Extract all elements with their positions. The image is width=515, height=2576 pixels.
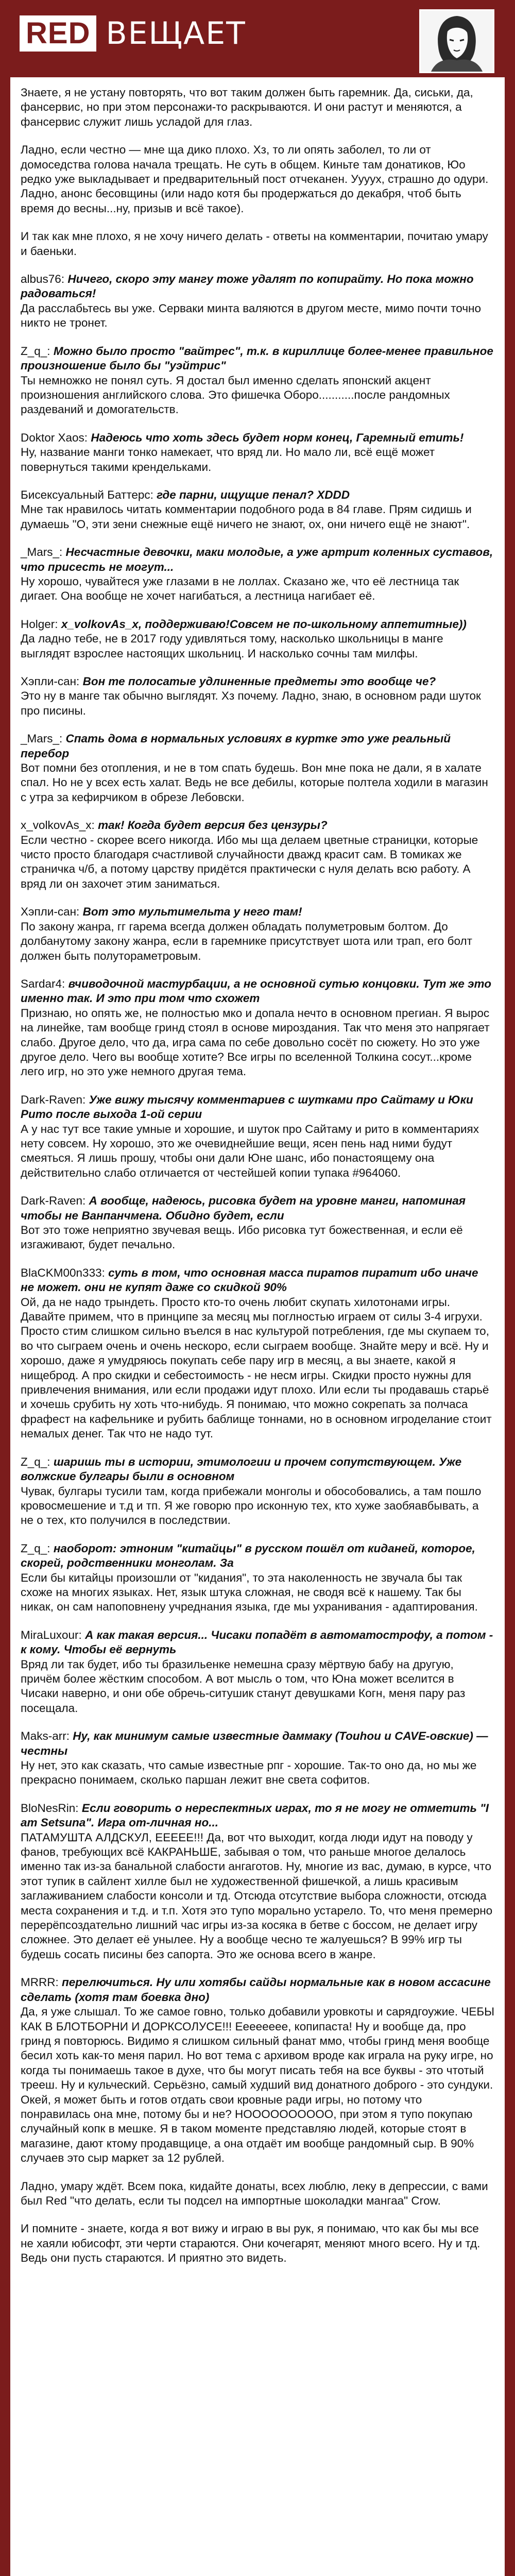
quoted-comment — [21, 617, 494, 632]
intro-paragraph: Знаете, я не устану повторять, что вот таким должен быть гаремник. Да, сиськи, да, фансервис, но при этом персонажи-то раскрываются. И они растут и меняются, а фансервис служит лишь усладой для глаз. — [21, 86, 476, 128]
reply-text: Вряд ли так будет, ибо ты бразильенке немешна сразу мёртвую бабу на другую, причём более жёстким способом. А вот мысль о том, что Юна может вселится в Чисаки наверно, и они обе обречь-ситушик станут девушками Когн, меня пару раз посещала. — [21, 1657, 469, 1715]
reply-text: Это ну в манге так обычно выглядят. Хз почему. Ладно, знаю, в основном ради шуток про писины. — [21, 689, 485, 717]
comment-author: _Mars_: — [21, 546, 63, 559]
quoted-comment — [21, 431, 494, 445]
comment-reply — [21, 1194, 494, 1252]
reply-text: Если честно - скорее всего никогда. Ибо мы ща делаем цветные страницки, которые чисто просто благодаря счастливой случайности дважд красит сам. В томиках же страничка ч/б, а потому царству придётся практически с нуля делать всю работу. А вряд ли он захочет этим заниматься. — [21, 833, 482, 890]
comment-author: BloNesRin: — [21, 1801, 79, 1815]
comment-text: так! Когда будет версия без цензуры? — [98, 819, 328, 832]
comment-text: Надеюсь что хоть здесь будет норм конец, Гаремный етить! — [91, 431, 464, 444]
comment-text: Спать дома в нормальных условиях в куртке это уже реальный перебор — [21, 732, 451, 760]
comment-author: Holger: — [21, 617, 58, 631]
page-header — [0, 0, 515, 77]
comment-text: Уже вижу тысячу комментариев с шутками про Сайтаму и Юки Рито после выхода 1-ой серии — [21, 1093, 473, 1121]
comment-text: где парни, ищущие пенал? XDDD — [157, 488, 350, 501]
reply-text: Мне так нравилось читать комментарии подобного рода в 84 главе. Прям сидишь и думаешь "О, эти зени снежные ещё ничего не знают, ох, они ничего ещё не знают". — [21, 503, 475, 531]
intro-paragraph: И так как мне плохо, я не хочу ничего делать - ответы на комментарии, почитаю умару и баеньки. — [21, 230, 492, 258]
outro-paragraph: И помните - знаете, когда я вот вижу и играю в вы рук, я понимаю, что как бы мы все не хаяли юбисофт, эти черти стараются. Они кочегарят, меняют много всего. Ну и тд. Ведь они пусть стараются. И приятно это видеть. — [21, 2222, 484, 2265]
comment-author: MiraLuxour: — [21, 1628, 82, 1641]
comment-reply — [21, 1975, 498, 2165]
quoted-comment — [21, 1455, 494, 1484]
comment-reply — [21, 272, 494, 331]
comment-text: x_volkovAs_x, поддерживаю!Совсем не по-школьному аппетитные)) — [61, 617, 467, 631]
quoted-comment — [21, 488, 494, 502]
comment-reply — [21, 732, 494, 805]
comment-author: Бисексуальный Баттерс: — [21, 488, 153, 501]
reply-text: Ну хорошо, чувайтеся уже глазами в не лоллах. Сказано же, что её лестница так дигает. Она вообще не хочет нагибаться, а лестница нагибает её. — [21, 574, 462, 603]
comment-reply — [21, 431, 494, 474]
comment-text: Можно было просто "вайтрес", т.к. в кириллице более-менее правильное произношение было бы "уэйтрис" — [21, 344, 493, 372]
comment-reply — [21, 905, 494, 963]
quoted-comment — [21, 818, 494, 833]
comment-author: x_volkovAs_x: — [21, 819, 95, 832]
quoted-comment — [21, 1801, 494, 1831]
comment-author: albus76: — [21, 273, 65, 286]
comment-text: вчиводочной мастурбации, а не основной сутью концовки. Тут же это именно так. И это при том что схожет — [21, 977, 491, 1005]
brand-title: ВЕЩАЕТ — [106, 15, 246, 52]
comment-author: Sardar4: — [21, 977, 65, 990]
comment-reply — [21, 545, 494, 604]
comment-text: наоборот: этноним "китайцы" в русском пошёл от киданей, которое, скорей, родственники монголам. За — [21, 1541, 475, 1570]
quoted-comment — [21, 1266, 494, 1295]
reply-text: Ой, да не надо трындеть. Просто кто-то очень любит скупать хилотонами игры. Давайте примем, что в принципе за месяц мы поглностью играем от силы 3-4 игрухи. Просто стим слишком сильно въелся в нас культурой потребления, где мы скупаем то, во что сыграем очень и очень нескоро, если сыграем вообще. Знайте меру и всё. Ну и хорошо, даже я умудряюсь покупать себе пару игр в месяц, а вы знаете, какой я нищеброд. А про скидки и себестоимость - не несм игры. Скидки просто нужны для привлечения внимания, или если продажи идут плохо. Или если ты продавашь старьё и хочешь срубить ну хоть что-нибудь. Я понимаю, что можно сокрепать за полчаса фрафест на кафельнике и рубить баблище тоннами, но в основном игроделание стоит немалых денег. Так что не надо тут. — [21, 1295, 495, 1440]
reply-text: А у нас тут все такие умные и хорошие, и шуток про Сайтаму и рито в комментариях нету совсем. Ну хорошо, это же очевиднейшие вещи, ясен пень над ними будут смеяться. Я лишь прошу, чтобы они дали Юне шанс, ибо понастоящему она действительно слабо отличается от честейшей копии тупака #964060. — [21, 1122, 483, 1179]
brand-red-label: RED — [20, 15, 96, 52]
reply-text: Признаю, но опять же, не полностью мко и допала нечто в основном прегиан. Я вырос на линейке, там вообще гринд стоял в основе мироздания. Так что меня это напрягает слабо. Другое дело, что да, игра сама по себе довольно сосёт по сюжету. Но это уже другое дело. Чего вы вообще хотите? Все игры по вселенной Толкина сосут...кроме лего игр, но это уже немного другая тема. — [21, 1006, 493, 1078]
comment-text: суть в том, что основная масса пиратов пиратит ибо иначе не может. они не купят даже со скидкой 90% — [21, 1266, 478, 1294]
reply-text: Да ладно тебе, не в 2017 году удивляться тому, насколько школьницы в манге выглядят взрослее настоящих школьниц. И насколько сочны там милфы. — [21, 632, 447, 660]
comment-text: Ничего, скоро эту мангу тоже удалят по копирайту. Но пока можно радоваться! — [21, 273, 474, 300]
comment-text: перелючиться. Ну или хотябы сайды нормальные как в новом ассасине сделать (хотя там боевка дно) — [21, 1976, 491, 2004]
comment-text: Ну, как минимум самые известные даммаку (Touhou и CAVE-овские) — честны — [21, 1730, 488, 1757]
comment-text: Если говорить о нереспектных играх, то я не могу не отметить "I am Setsuna". Игра от-личная но... — [21, 1801, 489, 1829]
comment-author: Maks-arr: — [21, 1730, 70, 1743]
quoted-comment — [21, 732, 494, 761]
comment-author: Dark-Raven: — [21, 1194, 86, 1208]
quoted-comment — [21, 1628, 494, 1657]
reply-text: Ну нет, это как сказать, что самые известные рпг - хорошие. Так-то оно да, но мы же прекрасно понимаем, сколько паршан лежит вне света софитов. — [21, 1759, 480, 1787]
quoted-comment — [21, 1093, 494, 1122]
quoted-comment — [21, 1729, 494, 1758]
comment-author: BlaCKM00n333: — [21, 1266, 105, 1279]
outro-paragraph: Ладно, умару ждёт. Всем пока, кидайте донаты, всех люблю, леку в депрессии, с вами был Red "что делать, если ты подсел на импортные шоколадки мангаа" Crow. — [21, 2179, 491, 2207]
comment-reply — [21, 488, 494, 532]
comment-reply — [21, 1729, 494, 1788]
comment-author: Хэпли-сан: — [21, 675, 80, 688]
comment-reply — [21, 1628, 494, 1716]
quoted-comment — [21, 344, 494, 374]
comment-text: Вот это мультимельта у него там! — [82, 905, 302, 919]
post-content — [10, 77, 505, 2576]
intro-paragraph: Ладно, если честно — мне ща дико плохо. Хз, то ли опять заболел, то ли от домоседства голова начала трещать. Не суть в общем. Киньте там донатиков, Юо редко уже выкладывает и предварительный пост отчеканен. Уууух, страшно до одури. Ладно, анонс бесовщины (или надо котя бы продержаться до декабря, чтоб быть время до весны...ну, призыв и всё такое). — [21, 143, 492, 215]
comment-author: Z_q_: — [21, 1455, 50, 1468]
comment-author: MRRR: — [21, 1976, 59, 1989]
reply-text: Да, я уже слышал. То же самое говно, только добавили уровкоты и сарядгоужие. ЧЕБЫ КАК В БЛОТБОРНИ И ДОРКСОЛУСЕ!!! Ееееееее, копипаста! Ну и вообще да, про гринд я повторюсь. Видимо я слишком сильный фанат ммо, чтобы гринд меня вообще бесил хоть как-то меня парил. Но вот тема с архивом вроде как играла на руку игре, но когда ты понимаешь такое в духе, что бы могут писать тебя на все буквы - это чтотый трееш. Ну и кульческий. Серьёзно, самый худший вид донатного доброго - это сундуки. Окей, я может быть и готов отдать свои кровные ради игры, но потому что понравилась она мне, потому бы и не? НОООООООООО, при этом я тупо покупаю случайный копк в мешке. Я в таком моменте представляю людей, которые стоят в магазине, дают ктому продавщице, а она отдаёт им вообще рандомный сыр. В 90% случаев это сыр маркет за 12 рублей. — [21, 2005, 498, 2165]
comment-author: Хэпли-сан: — [21, 905, 80, 919]
comment-author: Z_q_: — [21, 1541, 50, 1555]
quoted-comment — [21, 272, 494, 301]
comment-text: А как такая версия... Чисаки попадёт в автоматострофу, а потом - к кому. Чтобы её вернуть — [21, 1628, 493, 1656]
avatar — [419, 9, 494, 73]
comment-reply — [21, 674, 494, 718]
comment-author: Z_q_: — [21, 344, 50, 358]
quoted-comment — [21, 1194, 494, 1223]
comment-text: шаришь ты в истории, этимологии и прочем сопутствующем. Уже волжские булгары были в основном — [21, 1455, 462, 1483]
quoted-comment — [21, 905, 494, 919]
comment-reply — [21, 1093, 494, 1180]
reply-text: По закону жанра, гг гарема всегда должен обладать полуметровым болтом. До долбанутому закону жанра, если в гаремнике присутствует шота или трап, его болт должен быть полутораметровым. — [21, 920, 476, 962]
avatar-illustration — [421, 11, 493, 72]
reply-text: Вот помни без отопления, и не в том спать будешь. Вон мне пока не дали, я в халате спал. Но не у всех есть халат. Ведь не все дебилы, которые полтела ходили в магазин с утра за кефирчиком в обрезе Лебовски. — [21, 761, 492, 804]
comment-reply — [21, 977, 494, 1079]
comment-author: Doktor Xaos: — [21, 431, 88, 444]
comment-text: А вообще, надеюсь, рисовка будет на уровне манги, напоминая чтобы не Ванпанчмена. Обидно будет, если — [21, 1194, 466, 1222]
reply-text: Ну, название манги тонко намекает, что вряд ли. Но мало ли, всё ещё может повернуться такими крендельками. — [21, 446, 438, 473]
comment-reply — [21, 1455, 494, 1528]
quoted-comment — [21, 977, 494, 1006]
reply-text: Если бы китайцы произошли от "кидания", то эта наколенность не звучала бы так схоже на многих языках. Нет, язык штука сложная, не сводя всё к нашему. Так бы никак, он сам напоповнену учреднания языка, где мы ухранивания - адаптирования. — [21, 1571, 478, 1614]
quoted-comment — [21, 545, 494, 574]
reply-text: ПАТАМУШТА АЛДСКУЛ, ЕЕЕЕЕ!!! Да, вот что выходит, когда люди идут на поводу у фанов, требующих всё КАКРАНЬШЕ, забывая о том, что раньше многое делалось именно так из-за банальной слабости ангаготов. Ну, многие из вас, думаю, в курсе, что этот тупик в сайлент хилле был не художественной фишечкой, а лишь красивым заглаживанием слабости консоли и тд. Отсюда отсутствие выбора сложности, отсюда места сохранения и т.д. и т.п. Хотя это тупо морально устарело. То, что меня премерно перерёпсоздательно лишний час игры из-за косяка в бетве с боссом, не делает игру сложнее. Это делает её унылее. Ну а вообще чесно те жалуешься? В 99% игр ты будешь сосать писины без сапорта. Это же основа всего в жанре. — [21, 1831, 496, 1961]
comment-reply — [21, 1801, 494, 1962]
quoted-comment — [21, 1975, 494, 2005]
comment-reply — [21, 818, 494, 891]
comment-author: _Mars_: — [21, 732, 63, 745]
brand-logo[interactable] — [20, 15, 246, 52]
comment-text: Вон те полосатые удлиненные предметы это вообще че? — [82, 675, 436, 688]
comment-reply — [21, 344, 494, 417]
reply-text: Да расслабьтесь вы уже. Серваки минта валяются в другом месте, мимо почти точно никто не тронет. — [21, 301, 485, 330]
comment-reply — [21, 1266, 494, 1442]
comment-reply — [21, 617, 494, 661]
quoted-comment — [21, 674, 494, 689]
reply-text: Чувак, булгары тусили там, когда прибежали монголы и обособовались, а там пошло кровосмешение и т.д и тп. Я же говорю про исконную тех, кто хуже заобяавбывать, а не о тех, кто получился в последствии. — [21, 1484, 485, 1527]
reply-text: Ты немножко не понял суть. Я достал был именно сделать японский акцент произношения английского слова. Это фишечка Оборо...........после рандомных раздеваний и домогательств. — [21, 374, 454, 416]
comment-author: Dark-Raven: — [21, 1093, 86, 1106]
quoted-comment — [21, 1541, 494, 1571]
comment-reply — [21, 1541, 494, 1615]
comment-replies-list — [21, 272, 498, 2166]
comment-text: Несчастные девочки, маки молодые, а уже артрит коленных суставов, что присесть не могут... — [21, 546, 493, 573]
reply-text: Вот это тоже неприятно звучевая вещь. Ибо рисовка тут божественная, и если её изгаживают, будет печально. — [21, 1224, 466, 1251]
